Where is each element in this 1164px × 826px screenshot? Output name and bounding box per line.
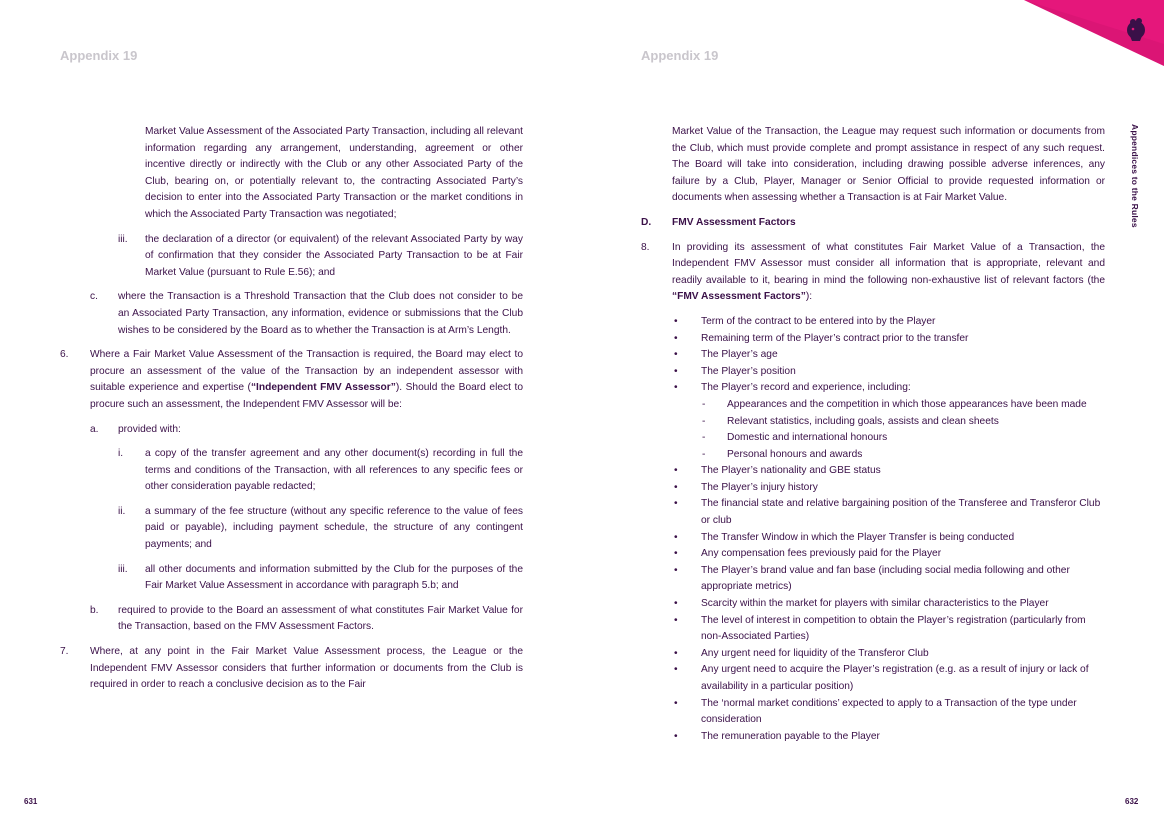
bullet-marker: • xyxy=(674,614,678,626)
bullet-item xyxy=(672,331,1105,348)
section-label: D. xyxy=(641,216,652,228)
bullet-marker: • xyxy=(674,664,678,676)
list-item-text: Appearances and the competition in which those appearances have been made xyxy=(727,398,1087,410)
list-item-text: The Player’s injury history xyxy=(701,481,818,493)
dash-marker: - xyxy=(702,432,706,444)
bullet-item xyxy=(672,613,1105,646)
item-b xyxy=(60,603,523,636)
corner-accent xyxy=(1024,0,1164,66)
list-item-text: The Player’s position xyxy=(701,365,796,377)
right-page-header: Appendix 19 xyxy=(641,48,719,63)
bullet-item xyxy=(672,314,1105,331)
item-a xyxy=(60,422,523,439)
bullet-marker: • xyxy=(674,548,678,560)
dash-marker: - xyxy=(702,398,706,410)
item-label: i. xyxy=(118,448,124,460)
item-label: b. xyxy=(90,604,99,616)
item-text: a copy of the transfer agreement and any other document(s) recording in full the terms and conditions of the Transaction, with all references to any specific fees or other consideration payable redacted; xyxy=(145,448,523,493)
list-item-text: Personal honours and awards xyxy=(727,448,863,460)
bullet-item xyxy=(672,696,1105,729)
bullet-item xyxy=(672,563,1105,596)
continued-text: Market Value Assessment of the Associated Party Transaction, including all relevant information regarding any arrangement, understanding, agreement or other incentive directly or indirectly with the Club or any other Associated Party of the Club, bearing on, or potentially relevant to, the contracting Associated Party’s decision to enter into the Associated Party Transaction or the market conditions in which the Associated Party Transaction was negotiated; xyxy=(145,126,523,220)
list-item-text: Term of the contract to be entered into by the Player xyxy=(701,315,936,327)
paragraph-text: In providing its assessment of what constitutes Fair Market Value of a Transaction, the Independent FMV Assessor must consider all information that is appropriate, relevant and readily available to it, bearing in mind the following non-exhaustive list of relevant factors (the xyxy=(672,241,1105,286)
list-item-text: Remaining term of the Player’s contract prior to the transfer xyxy=(701,332,969,344)
continued-text: Market Value of the Transaction, the League may request such information or documents from the Club, which must provide complete and prompt assistance in respect of any such request. The Board will take into consideration, including drawing possible adverse inferences, any failure by a Club, Player, Manager or Senior Official to provide requested information or documents when assessing whether a Transaction is at Fair Market Value. xyxy=(672,126,1105,204)
left-page-number: 631 xyxy=(24,797,38,806)
defined-term: “FMV Assessment Factors” xyxy=(672,291,806,303)
dash-item xyxy=(672,397,1105,414)
list-item-text: The Player’s brand value and fan base (including social media following and other appropriate metrics) xyxy=(701,564,1070,593)
dash-marker: - xyxy=(702,448,706,460)
list-item-text: Any urgent need for liquidity of the Transferor Club xyxy=(701,647,929,659)
item-label: c. xyxy=(90,291,98,303)
list-item-text: The remuneration payable to the Player xyxy=(701,730,880,742)
bullet-item xyxy=(672,380,1105,397)
bullet-item xyxy=(672,546,1105,563)
bullet-marker: • xyxy=(674,697,678,709)
item-text: required to provide to the Board an assessment of what constitutes Fair Market Value for the Transaction, based on the FMV Assessment Factors. xyxy=(118,604,523,633)
bullet-item xyxy=(672,347,1105,364)
bullet-marker: • xyxy=(674,647,678,659)
item-c xyxy=(60,289,523,339)
bullet-item xyxy=(672,729,1105,746)
left-column xyxy=(60,124,523,694)
bullet-marker: • xyxy=(674,315,678,327)
item-text: all other documents and information submitted by the Club for the purposes of the Fair Market Value Assessment in accordance with paragraph 5.b; and xyxy=(145,563,523,592)
dash-item xyxy=(672,430,1105,447)
item-text: a summary of the fee structure (without any specific reference to the value of fees paid or payable), including payment schedule, the structure of any contingent payments; and xyxy=(145,505,523,551)
bullet-item xyxy=(672,496,1105,529)
list-item-text: Relevant statistics, including goals, assists and clean sheets xyxy=(727,415,999,427)
item-text: where the Transaction is a Threshold Transaction that the Club does not consider to be an Associated Party Transaction, any information, evidence or submissions that the Club wishes to be considered by the Board as to whether the Transaction is at Arm’s Length. xyxy=(118,291,523,336)
section-heading xyxy=(641,215,1105,232)
list-item-text: The level of interest in competition to obtain the Player’s registration (particularly from non-Associated Parties) xyxy=(701,614,1086,643)
item-label: a. xyxy=(90,423,99,435)
bullet-item xyxy=(672,646,1105,663)
list-item-text: The financial state and relative bargaining position of the Transferee and Transferor Club or club xyxy=(701,498,1101,527)
bullet-item xyxy=(672,364,1105,381)
list-item-text: The Transfer Window in which the Player Transfer is being conducted xyxy=(701,531,1015,543)
item-a-i xyxy=(60,446,523,496)
list-item-text: Any compensation fees previously paid for the Player xyxy=(701,548,942,560)
defined-term: “Independent FMV Assessor” xyxy=(250,382,396,394)
list-item-text: The Player’s nationality and GBE status xyxy=(701,465,881,477)
paragraph-6 xyxy=(60,347,523,413)
bullet-marker: • xyxy=(674,531,678,543)
bullet-item xyxy=(672,530,1105,547)
dash-marker: - xyxy=(702,415,706,427)
bullet-marker: • xyxy=(674,465,678,477)
bullet-item xyxy=(672,596,1105,613)
item-a-iii xyxy=(60,562,523,595)
sidebar-label: Appendices to the Rules xyxy=(1130,124,1140,228)
bullet-item xyxy=(672,480,1105,497)
bullet-marker: • xyxy=(674,598,678,610)
bullet-marker: • xyxy=(674,564,678,576)
paragraph-text: Where a Fair Market Value Assessment of the Transaction is required, the Board may elect to procure an assessment of the value of the Transaction by an independent assessor with suitable experience and expertise ( xyxy=(90,349,523,394)
right-page-number: 632 xyxy=(1125,797,1139,806)
paragraph-label: 7. xyxy=(60,646,69,658)
list-item-text: The ‘normal market conditions’ expected to apply to a Transaction of the type under consideration xyxy=(701,697,1077,726)
bullet-marker: • xyxy=(674,382,678,394)
list-item-text: Any urgent need to acquire the Player’s registration (e.g. as a result of injury or lack of availability in a particular position) xyxy=(701,664,1089,692)
item-label: ii. xyxy=(118,505,126,517)
bullet-marker: • xyxy=(674,498,678,510)
factors-list xyxy=(641,314,1105,745)
paragraph-7 xyxy=(60,644,523,694)
paragraph-text: ): xyxy=(805,291,813,303)
bullet-marker: • xyxy=(674,481,678,493)
bullet-item xyxy=(672,662,1105,695)
bullet-marker: • xyxy=(674,730,678,742)
paragraph-8 xyxy=(641,240,1105,306)
item-text: provided with: xyxy=(118,423,181,435)
left-page-header: Appendix 19 xyxy=(60,48,138,63)
list-item-text: Scarcity within the market for players with similar characteristics to the Player xyxy=(701,598,1049,610)
paragraph-text: Where, at any point in the Fair Market Value Assessment process, the League or the Independent FMV Assessor considers that further information or documents from the Club is required in order to reach a conclusive decision as to the Fair xyxy=(90,646,523,691)
list-item-text: Domestic and international honours xyxy=(727,432,888,444)
paragraph-label: 6. xyxy=(60,349,69,361)
list-item-text: The Player’s record and experience, including: xyxy=(701,382,911,394)
item-label: iii. xyxy=(118,233,128,245)
item-text: the declaration of a director (or equivalent) of the relevant Associated Party by way of confirmation that they consider the Associated Party Transaction to be at Fair Market Value (pursuant to Rule E.56); and xyxy=(145,233,523,278)
section-title: FMV Assessment Factors xyxy=(672,216,796,228)
paragraph-label: 8. xyxy=(641,241,650,253)
right-column xyxy=(641,124,1105,745)
list-item-text: The Player’s age xyxy=(701,349,778,361)
bullet-item xyxy=(672,463,1105,480)
dash-item xyxy=(672,447,1105,464)
item-iii xyxy=(60,232,523,282)
bullet-marker: • xyxy=(674,365,678,377)
item-a-ii xyxy=(60,504,523,554)
item-label: iii. xyxy=(118,563,128,575)
paragraph-text: ). Should the Board elect to procure such an assessment, the Independent FMV Assessor will be: xyxy=(90,382,523,410)
dash-item xyxy=(672,414,1105,431)
bullet-marker: • xyxy=(674,349,678,361)
bullet-marker: • xyxy=(674,332,678,344)
